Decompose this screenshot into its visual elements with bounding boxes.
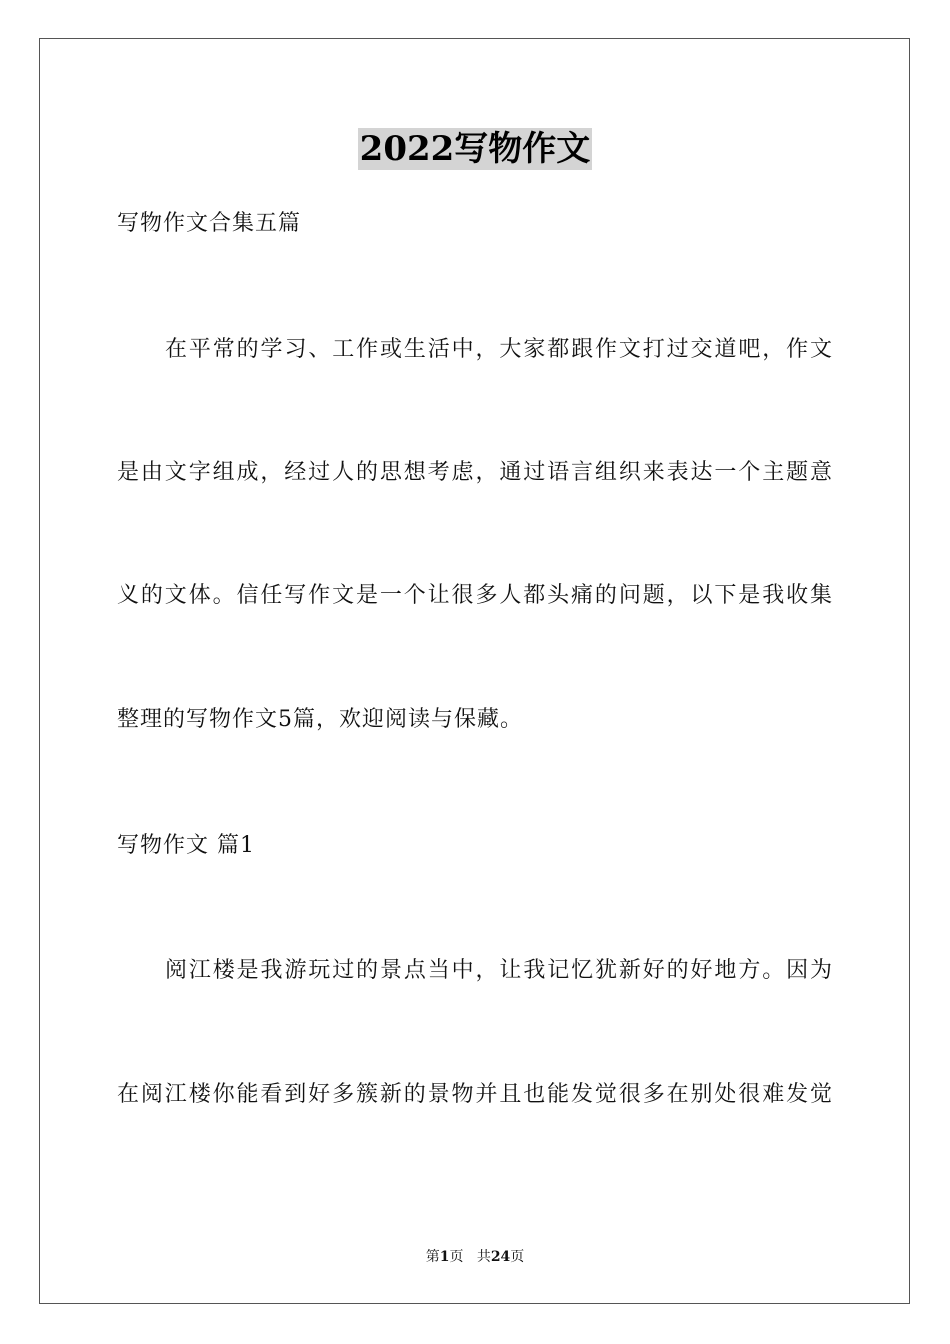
section-heading: 写物作文 篇1 xyxy=(117,833,255,858)
document-title-container xyxy=(0,128,950,170)
intro-line-1: 在平常的学习、工作或生活中，大家都跟作文打过交道吧，作文 xyxy=(165,337,833,362)
document-title: 2022写物作文 xyxy=(359,129,591,169)
page-footer xyxy=(0,1248,950,1266)
section-line-2: 在阅江楼你能看到好多簇新的景物并且也能发觉很多在别处很难发觉 xyxy=(117,1082,833,1107)
footer-page-unit: 页 xyxy=(449,1249,464,1265)
section-line-1: 阅江楼是我游玩过的景点当中，让我记忆犹新好的好地方。因为 xyxy=(165,958,833,983)
document-subtitle: 写物作文合集五篇 xyxy=(117,211,302,236)
footer-page-prefix: 第 xyxy=(425,1249,440,1265)
intro-line-2: 是由文字组成，经过人的思想考虑，通过语言组织来表达一个主题意 xyxy=(117,460,833,485)
intro-line-4: 整理的写物作文5篇，欢迎阅读与保藏。 xyxy=(117,707,523,732)
intro-line-3: 义的文体。信任写作文是一个让很多人都头痛的问题，以下是我收集 xyxy=(117,583,833,608)
footer-total-prefix: 共 xyxy=(476,1249,491,1265)
footer-page-total: 24 xyxy=(490,1249,511,1265)
footer-page-current: 1 xyxy=(439,1249,450,1265)
footer-total-unit: 页 xyxy=(510,1249,525,1265)
